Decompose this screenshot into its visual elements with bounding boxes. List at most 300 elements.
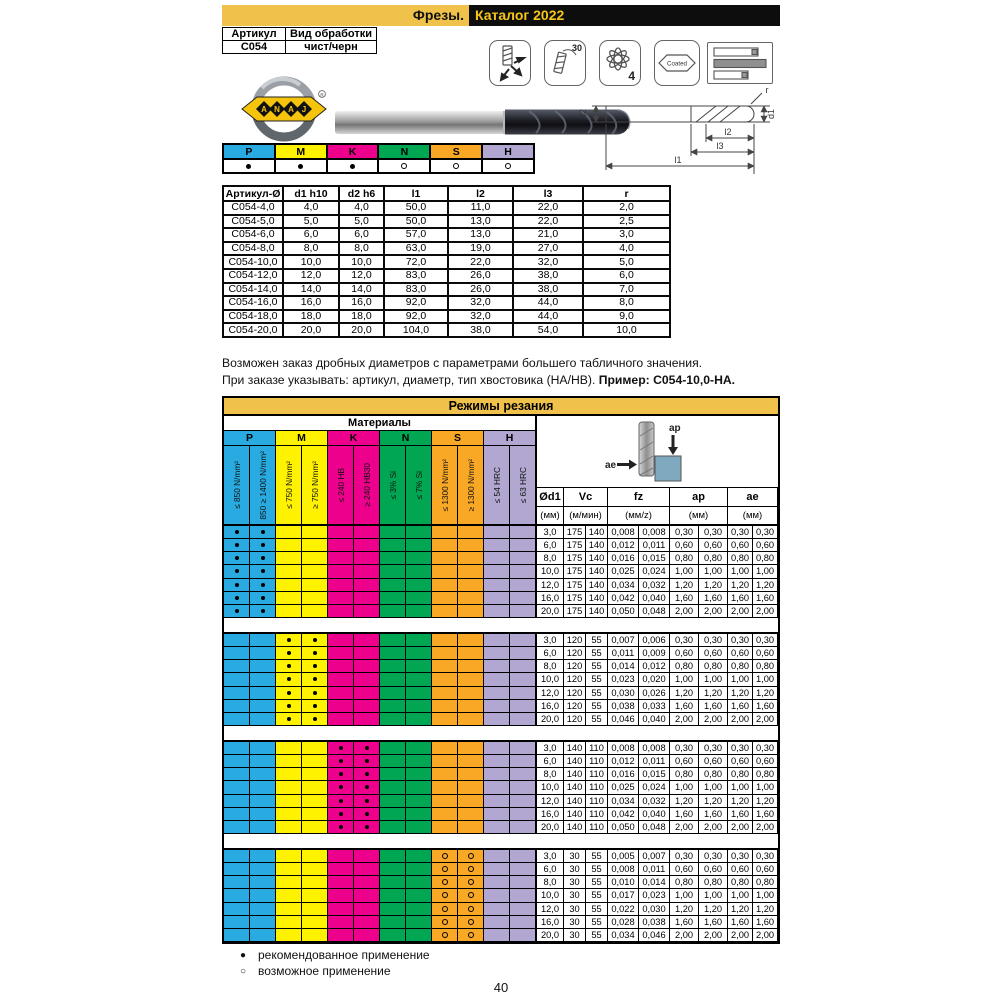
material-cell-S	[458, 795, 484, 808]
value-cell: 1,00	[753, 673, 778, 686]
open-circle-icon	[468, 892, 474, 898]
material-cell-M	[302, 526, 328, 539]
material-cell-K	[328, 647, 354, 660]
material-cells	[224, 579, 537, 592]
open-circle-icon	[468, 866, 474, 872]
value-cell: 0,026	[639, 687, 670, 700]
value-cell: 3,0	[537, 850, 564, 863]
dim-cell: 38,0	[513, 269, 583, 283]
value-cells	[537, 808, 778, 821]
value-cell: 6,0	[537, 539, 564, 552]
material-cell-K	[328, 579, 354, 592]
material-cell-S	[432, 592, 458, 605]
material-sub-header	[354, 446, 380, 524]
dim-cell: 63,0	[384, 242, 448, 256]
material-cell-K	[328, 795, 354, 808]
material-cell-S	[432, 876, 458, 889]
value-cell: 140	[586, 539, 608, 552]
material-cell-N	[406, 821, 432, 834]
material-cell-H	[484, 916, 510, 929]
dim-header-cell: l3	[513, 186, 583, 201]
value-cell: 0,033	[639, 700, 670, 713]
cutting-row	[224, 863, 778, 876]
value-cell: 1,20	[728, 795, 753, 808]
material-cell-S	[432, 903, 458, 916]
material-cell-S	[458, 929, 484, 942]
dim-label-l1: l1	[674, 155, 682, 165]
coated-icon	[654, 40, 700, 86]
material-cell-S	[458, 526, 484, 539]
material-cell-M	[276, 863, 302, 876]
value-cells	[537, 700, 778, 713]
dim-cell: 12,0	[283, 269, 339, 283]
material-cell-H	[510, 876, 535, 889]
material-cell-K	[354, 634, 380, 647]
order-note	[222, 355, 735, 388]
cutting-material-letter-S: S	[432, 431, 484, 446]
materials-header-block	[224, 416, 537, 524]
material-cell-S	[458, 781, 484, 794]
material-cell-P	[224, 605, 250, 618]
filled-dot-icon	[339, 746, 343, 750]
value-cell: 0,80	[670, 660, 699, 673]
material-cell-S	[458, 755, 484, 768]
value-cell: 0,034	[608, 929, 639, 942]
material-sub-label: ≤ 54 HRC	[491, 466, 502, 504]
material-cell-S	[432, 808, 458, 821]
filled-dot-icon	[365, 746, 369, 750]
value-cells	[537, 876, 778, 889]
value-cell: 2,00	[753, 713, 778, 726]
filled-dot-icon	[261, 530, 265, 534]
dim-header-cell: d2 h6	[339, 186, 384, 201]
material-cell-H	[484, 850, 510, 863]
value-cell: 110	[586, 768, 608, 781]
material-cell-H	[510, 579, 535, 592]
material-cell-H	[510, 634, 535, 647]
param-header-3: ap	[670, 487, 728, 506]
material-cell-P	[250, 781, 276, 794]
material-sub-header	[406, 446, 432, 524]
four-flutes-icon	[599, 40, 641, 86]
legend-possible-text: возможное применение	[258, 964, 391, 978]
value-cells	[537, 539, 778, 552]
value-cell: 140	[564, 821, 586, 834]
value-cell: 30	[564, 903, 586, 916]
material-cell-N	[380, 742, 406, 755]
material-cell-M	[276, 850, 302, 863]
filled-dot-icon	[235, 530, 239, 534]
value-cell: 0,012	[608, 755, 639, 768]
material-sub-header	[510, 446, 535, 524]
value-cell: 175	[564, 579, 586, 592]
material-cell-H	[510, 808, 535, 821]
value-cell: 1,00	[753, 889, 778, 902]
dim-table-row	[223, 283, 670, 297]
material-cell-H	[484, 781, 510, 794]
material-cell-M	[276, 552, 302, 565]
value-cell: 0,80	[728, 660, 753, 673]
filled-dot-icon	[235, 569, 239, 573]
value-cell: 3,0	[537, 742, 564, 755]
value-cell: 0,016	[608, 552, 639, 565]
dim-cell: 14,0	[283, 283, 339, 297]
dim-cell: 26,0	[448, 283, 513, 297]
value-cell: 0,30	[728, 742, 753, 755]
value-cell: 0,007	[639, 850, 670, 863]
material-cell-N	[406, 552, 432, 565]
value-cell: 16,0	[537, 808, 564, 821]
filled-dot-icon	[287, 677, 291, 681]
open-circle-icon	[442, 932, 448, 938]
dim-cell: C054-8,0	[223, 242, 283, 256]
material-cell-K	[328, 755, 354, 768]
material-cell-N	[406, 634, 432, 647]
material-cell-M	[276, 687, 302, 700]
material-cell-S	[458, 592, 484, 605]
material-cell-S	[458, 889, 484, 902]
value-cell: 0,80	[699, 876, 728, 889]
cutting-row	[224, 552, 778, 565]
value-cell: 2,00	[753, 929, 778, 942]
value-cell: 0,60	[753, 539, 778, 552]
cutting-row	[224, 903, 778, 916]
material-cell-H	[510, 552, 535, 565]
dim-cell: C054-14,0	[223, 283, 283, 297]
value-cell: 55	[586, 660, 608, 673]
cutting-block-K	[224, 740, 778, 834]
title-band	[222, 5, 780, 26]
value-cells	[537, 526, 778, 539]
material-cell-N	[380, 863, 406, 876]
value-cell: 30	[564, 929, 586, 942]
material-cell-H	[484, 755, 510, 768]
material-cell-P	[224, 929, 250, 942]
material-cell-M	[276, 916, 302, 929]
svg-text:R: R	[320, 92, 324, 98]
filled-dot-icon	[287, 717, 291, 721]
material-cell-P	[250, 821, 276, 834]
value-cell: 0,008	[608, 863, 639, 876]
material-cell-N	[380, 903, 406, 916]
dim-cell: 12,0	[339, 269, 384, 283]
value-cell: 16,0	[537, 916, 564, 929]
material-mark	[431, 160, 481, 172]
material-cell-S	[458, 565, 484, 578]
cutting-material-letter-H: H	[484, 431, 535, 446]
dim-cell: 22,0	[513, 201, 583, 215]
material-cell-S	[432, 634, 458, 647]
material-cell-N	[406, 526, 432, 539]
value-cell: 2,00	[753, 821, 778, 834]
dim-cell: 44,0	[513, 296, 583, 310]
material-cell-P	[224, 781, 250, 794]
material-cell-N	[380, 539, 406, 552]
material-sub-header	[432, 446, 458, 524]
material-cell-P	[224, 700, 250, 713]
material-cell-P	[224, 673, 250, 686]
material-cells	[224, 687, 537, 700]
cutting-block-P	[224, 524, 778, 618]
material-cell-H	[484, 592, 510, 605]
cutting-row	[224, 742, 778, 755]
dim-cell: 13,0	[448, 215, 513, 229]
material-cell-N	[380, 876, 406, 889]
value-cell: 20,0	[537, 605, 564, 618]
value-cell: 0,80	[728, 876, 753, 889]
material-cell-M	[276, 539, 302, 552]
material-cell-S	[458, 579, 484, 592]
material-sub-label: ≥ 240 HB30	[361, 463, 372, 507]
filled-dot-icon	[261, 556, 265, 560]
cutting-row	[224, 808, 778, 821]
dim-label-l3: l3	[716, 141, 724, 151]
material-cell-M	[276, 592, 302, 605]
value-cell: 1,60	[670, 916, 699, 929]
material-cells	[224, 903, 537, 916]
material-cell-S	[432, 742, 458, 755]
material-cell-H	[510, 539, 535, 552]
dim-label-d2: d2	[578, 108, 588, 120]
material-cell-N	[406, 768, 432, 781]
open-circle-icon	[468, 906, 474, 912]
material-cell-H	[484, 687, 510, 700]
value-cell: 55	[586, 916, 608, 929]
material-cell-P	[224, 850, 250, 863]
value-cell: 30	[564, 889, 586, 902]
cutting-row	[224, 579, 778, 592]
material-sub-header	[328, 446, 354, 524]
material-cell-H	[484, 808, 510, 821]
material-sub-header	[302, 446, 328, 524]
material-cell-M	[302, 539, 328, 552]
material-cell-P	[224, 808, 250, 821]
material-cell-M	[276, 768, 302, 781]
value-cells	[537, 579, 778, 592]
material-cell-N	[380, 673, 406, 686]
material-column-H	[483, 145, 533, 172]
material-cells	[224, 539, 537, 552]
value-cells	[537, 929, 778, 942]
material-column-P	[224, 145, 276, 172]
material-cell-H	[510, 850, 535, 863]
open-circle-icon	[468, 919, 474, 925]
open-circle-icon	[442, 879, 448, 885]
value-cell: 0,60	[728, 647, 753, 660]
value-cell: 0,048	[639, 821, 670, 834]
material-cell-S	[458, 808, 484, 821]
value-cells	[537, 889, 778, 902]
filled-dot-icon	[313, 717, 317, 721]
material-cell-N	[406, 660, 432, 673]
material-cell-S	[458, 713, 484, 726]
material-letter: N	[379, 145, 429, 160]
cutting-row	[224, 647, 778, 660]
value-cells	[537, 673, 778, 686]
material-cell-K	[328, 876, 354, 889]
dim-cell: 6,0	[583, 269, 670, 283]
value-cell: 1,00	[728, 889, 753, 902]
value-cell: 0,30	[753, 634, 778, 647]
cutting-material-letter-K: K	[328, 431, 380, 446]
value-cell: 0,30	[699, 526, 728, 539]
material-cell-S	[432, 526, 458, 539]
material-cell-H	[484, 634, 510, 647]
material-cell-K	[328, 700, 354, 713]
filled-dot-icon	[365, 772, 369, 776]
material-cell-H	[510, 673, 535, 686]
legend-recommended	[228, 947, 430, 963]
value-cell: 140	[586, 552, 608, 565]
material-cells	[224, 713, 537, 726]
material-cell-S	[458, 673, 484, 686]
dim-cell: 83,0	[384, 283, 448, 297]
material-cell-S	[458, 903, 484, 916]
filled-dot-icon	[365, 812, 369, 816]
material-cell-K	[354, 579, 380, 592]
material-cell-M	[276, 742, 302, 755]
value-cell: 0,022	[608, 903, 639, 916]
value-cells	[537, 605, 778, 618]
material-cell-M	[276, 876, 302, 889]
material-cell-N	[380, 795, 406, 808]
value-cell: 20,0	[537, 713, 564, 726]
param-unit-0: (мм)	[537, 506, 564, 524]
material-cell-H	[510, 863, 535, 876]
brand-logo	[238, 68, 330, 146]
material-cell-H	[484, 713, 510, 726]
value-cell: 30	[564, 863, 586, 876]
filled-dot-icon	[313, 691, 317, 695]
dim-cell: 104,0	[384, 323, 448, 337]
page-number: 40	[493, 980, 509, 995]
open-circle-icon	[401, 163, 407, 169]
material-cell-M	[302, 687, 328, 700]
material-cell-M	[302, 863, 328, 876]
material-cell-K	[328, 552, 354, 565]
value-cell: 110	[586, 795, 608, 808]
value-cell: 0,60	[699, 755, 728, 768]
material-cells	[224, 526, 537, 539]
value-cell: 140	[564, 742, 586, 755]
material-cells	[224, 565, 537, 578]
value-cell: 0,30	[728, 634, 753, 647]
material-cell-M	[276, 808, 302, 821]
value-cell: 140	[586, 526, 608, 539]
material-cell-M	[276, 700, 302, 713]
material-cell-P	[250, 687, 276, 700]
value-cell: 0,032	[639, 795, 670, 808]
value-cell: 1,60	[753, 700, 778, 713]
cutting-row	[224, 929, 778, 942]
value-cell: 0,050	[608, 605, 639, 618]
material-cell-S	[458, 876, 484, 889]
dim-cell: C054-10,0	[223, 255, 283, 269]
material-sub-label: ≤ 3% Si	[387, 470, 398, 500]
value-cell: 1,60	[753, 916, 778, 929]
value-cell: 0,30	[699, 634, 728, 647]
value-cell: 0,034	[608, 795, 639, 808]
dim-table-row	[223, 228, 670, 242]
dim-cell: 38,0	[448, 323, 513, 337]
material-cell-M	[302, 552, 328, 565]
value-cell: 12,0	[537, 795, 564, 808]
dim-table-row	[223, 323, 670, 337]
material-cell-N	[380, 605, 406, 618]
legend-recommended-text: рекомендованное применение	[258, 948, 430, 962]
value-cell: 0,60	[753, 647, 778, 660]
material-cell-H	[510, 592, 535, 605]
material-sublabels-row	[224, 446, 535, 524]
value-cell: 175	[564, 605, 586, 618]
article-header: Артикул	[223, 28, 286, 41]
value-cell: 120	[564, 700, 586, 713]
material-cell-S	[458, 687, 484, 700]
value-cell: 1,60	[699, 700, 728, 713]
material-sub-label: ≤ 850 N/mm²	[231, 461, 242, 509]
material-cell-N	[380, 713, 406, 726]
value-cell: 175	[564, 552, 586, 565]
filled-dot-icon	[339, 772, 343, 776]
value-cell: 8,0	[537, 876, 564, 889]
material-letter: H	[483, 145, 533, 160]
material-sub-label: ≤ 750 N/mm²	[283, 461, 294, 509]
material-cell-P	[250, 660, 276, 673]
cutting-row	[224, 592, 778, 605]
material-cell-M	[302, 903, 328, 916]
dim-cell: 19,0	[448, 242, 513, 256]
article-header-row	[223, 28, 377, 41]
material-cell-K	[354, 673, 380, 686]
material-cell-H	[484, 876, 510, 889]
material-cell-H	[484, 579, 510, 592]
dim-cell: C054-20,0	[223, 323, 283, 337]
material-cell-M	[302, 660, 328, 673]
value-cell: 0,60	[699, 539, 728, 552]
value-cell: 2,00	[699, 605, 728, 618]
material-cell-N	[406, 673, 432, 686]
dim-cell: C054-12,0	[223, 269, 283, 283]
value-cell: 0,60	[699, 647, 728, 660]
material-cell-P	[224, 526, 250, 539]
material-cells	[224, 821, 537, 834]
material-cells	[224, 552, 537, 565]
material-cell-H	[510, 929, 535, 942]
material-sub-label: ≥ 1300 N/mm²	[465, 458, 476, 512]
material-cell-K	[328, 889, 354, 902]
multidirection-milling-icon	[489, 40, 531, 86]
material-cell-K	[354, 647, 380, 660]
filled-dot-icon	[350, 164, 355, 169]
material-cell-P	[250, 808, 276, 821]
material-cell-P	[224, 742, 250, 755]
value-cell: 2,00	[670, 929, 699, 942]
material-cell-S	[432, 539, 458, 552]
material-cell-S	[458, 821, 484, 834]
value-cell: 120	[564, 673, 586, 686]
dimension-drawing	[558, 84, 780, 184]
note-example: Пример: C054-10,0-НА.	[598, 372, 736, 387]
dim-cell: 18,0	[283, 310, 339, 324]
value-cell: 0,040	[639, 713, 670, 726]
value-cell: 0,80	[753, 552, 778, 565]
material-column-S	[431, 145, 483, 172]
material-cell-H	[510, 903, 535, 916]
value-cell: 1,60	[699, 592, 728, 605]
material-cell-S	[458, 634, 484, 647]
material-cell-M	[302, 634, 328, 647]
material-cell-S	[458, 647, 484, 660]
